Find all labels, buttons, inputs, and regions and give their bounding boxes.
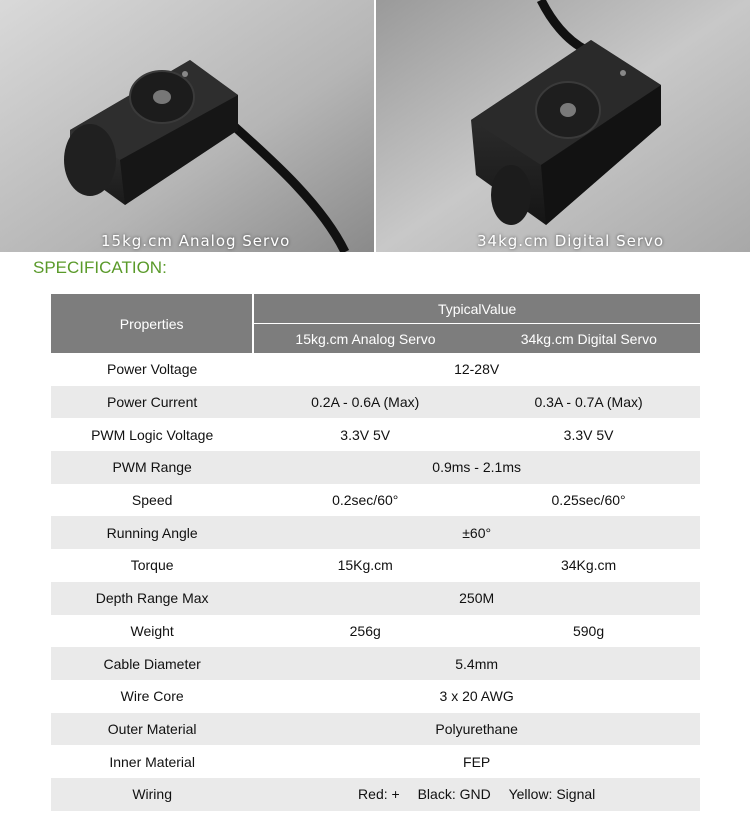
wiring-red: Red: + [358, 786, 400, 803]
analog-servo-photo [0, 0, 374, 252]
row-value-digital: 34Kg.cm [477, 549, 700, 582]
header-typical-value: TypicalValue [253, 294, 700, 324]
analog-servo-caption: 15kg.cm Analog Servo [101, 232, 291, 250]
header-analog-servo: 15kg.cm Analog Servo [253, 324, 477, 354]
row-value: FEP [253, 745, 700, 778]
row-value-digital: 3.3V 5V [477, 418, 700, 451]
row-property: Wiring [51, 778, 253, 811]
row-value-analog: 15Kg.cm [253, 549, 477, 582]
header-properties: Properties [51, 294, 253, 353]
table-row [51, 353, 700, 386]
table-row [51, 484, 700, 517]
spec-rows [51, 353, 700, 811]
row-property: Power Voltage [51, 353, 253, 386]
table-row [51, 647, 700, 680]
row-property: Depth Range Max [51, 582, 253, 615]
wiring-yellow: Yellow: Signal [508, 786, 596, 803]
digital-servo-photo [376, 0, 750, 252]
row-property: Power Current [51, 386, 253, 419]
specification-table [51, 294, 700, 811]
row-value-analog: 3.3V 5V [253, 418, 477, 451]
row-value: Polyurethane [253, 713, 700, 746]
row-property: Speed [51, 484, 253, 517]
row-property: Wire Core [51, 680, 253, 713]
table-row [51, 516, 700, 549]
table-row [51, 745, 700, 778]
table-row [51, 713, 700, 746]
specification-heading: SPECIFICATION: [33, 258, 167, 277]
table-row [51, 386, 700, 419]
wiring-value [253, 778, 700, 811]
row-value-analog: 256g [253, 615, 477, 648]
row-value: 3 x 20 AWG [253, 680, 700, 713]
digital-servo-image [376, 0, 750, 252]
wiring-black: Black: GND [417, 786, 491, 803]
row-property: Weight [51, 615, 253, 648]
row-value-digital: 0.25sec/60° [477, 484, 700, 517]
table-row [51, 615, 700, 648]
row-value: 250M [253, 582, 700, 615]
row-property: Inner Material [51, 745, 253, 778]
row-property: PWM Logic Voltage [51, 418, 253, 451]
row-property: PWM Range [51, 451, 253, 484]
row-value-analog: 0.2A - 0.6A (Max) [253, 386, 477, 419]
header-digital-servo: 34kg.cm Digital Servo [477, 324, 700, 354]
row-property: Torque [51, 549, 253, 582]
digital-servo-caption: 34kg.cm Digital Servo [477, 232, 665, 250]
row-value: 12-28V [253, 353, 700, 386]
table-row [51, 778, 700, 811]
row-value-digital: 590g [477, 615, 700, 648]
table-row [51, 451, 700, 484]
row-value: 5.4mm [253, 647, 700, 680]
row-value: 0.9ms - 2.1ms [253, 451, 700, 484]
table-row [51, 582, 700, 615]
row-value-digital: 0.3A - 0.7A (Max) [477, 386, 700, 419]
row-property: Running Angle [51, 516, 253, 549]
product-photos [0, 0, 750, 252]
row-value-analog: 0.2sec/60° [253, 484, 477, 517]
row-property: Cable Diameter [51, 647, 253, 680]
table-row [51, 418, 700, 451]
analog-servo-image [0, 0, 374, 252]
row-property: Outer Material [51, 713, 253, 746]
table-row [51, 549, 700, 582]
row-value: ±60° [253, 516, 700, 549]
table-row [51, 680, 700, 713]
